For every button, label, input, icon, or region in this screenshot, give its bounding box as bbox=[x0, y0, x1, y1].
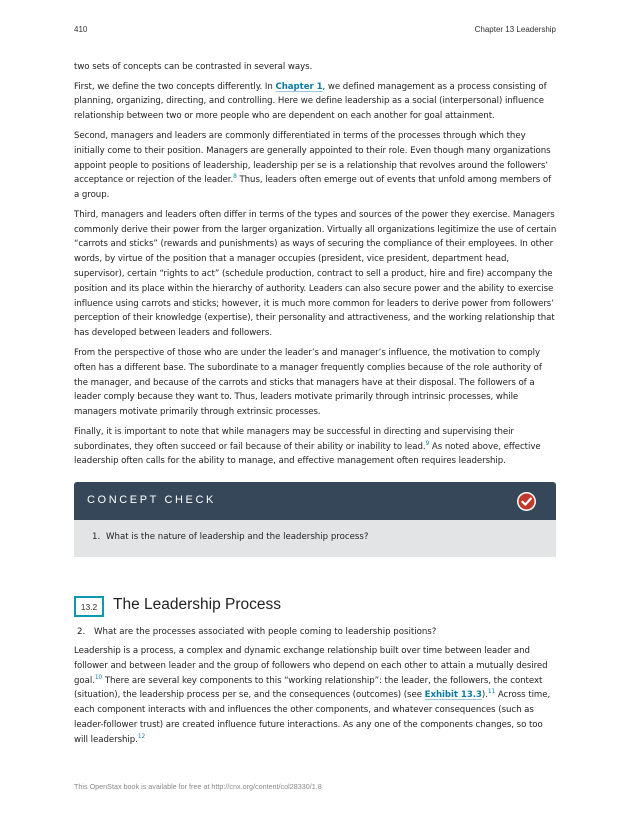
footnote-ref[interactable]: 10 bbox=[94, 674, 103, 681]
page-number: 410 bbox=[74, 25, 88, 34]
concept-check-header bbox=[74, 482, 556, 520]
paragraph: First, we define the two concepts differently. In Chapter 1, we defined management as a process consisting of planning, organizing, directing, and controlling. Here we define leadership as a social (interpersonal) influence relationship between two or more people who are dependent on each another for goal attainment. bbox=[74, 81, 547, 122]
checkmark-icon bbox=[517, 492, 536, 511]
learning-objective bbox=[77, 627, 436, 637]
question-number: 1. bbox=[92, 532, 101, 542]
paragraph: Leadership is a process, a complex and dynamic exchange relationship built over time between leader and follower and between leader and the group of followers who depend on each other to attain a mutually desired goal.$^{10}$ There are several key components to this “working relationship”: the leader, the followers, the context (situation), the leadership process per se, and the consequences (outcomes) (see Exhibit 13.3).$^{11}$ Across time, each component interacts with and influences the other components, and whatever consequences (such as leader-follower trust) are created influence future interactions. As any one of the components changes, so too will leadership.$^{12}$ bbox=[74, 646, 551, 745]
section-number-badge: 13.2 bbox=[74, 596, 104, 617]
section-title: The Leadership Process bbox=[113, 596, 282, 613]
paragraph: Finally, it is important to note that while managers may be successful in directing and supervising their subordinates, they often succeed or fail because of their ability or inability to lead.$^9$ As noted above, effective leadership often calls for the ability to manage, and effective management often requires leadership. bbox=[74, 426, 541, 467]
chapter-title: Chapter 13 Leadership bbox=[474, 25, 556, 34]
chapter-1-link[interactable]: Chapter 1 bbox=[275, 81, 323, 92]
exhibit-13-3-link[interactable]: Exhibit 13.3 bbox=[424, 690, 482, 701]
page-footer: This OpenStax book is available for free at http://cnx.org/content/col28330/1.8 bbox=[74, 782, 322, 791]
question-text: What is the nature of leadership and the leadership process? bbox=[106, 532, 369, 542]
objective-number: 2. bbox=[77, 627, 86, 637]
objective-text: What are the processes associated with people coming to leadership positions? bbox=[94, 627, 437, 637]
footnote-ref[interactable]: 11 bbox=[487, 689, 496, 696]
paragraph: Third, managers and leaders often differ in terms of the types and sources of the power they exercise. Managers commonly derive their power from the larger organization. Virtually all organizations legitimize the use of certain “carrots and sticks” (rewards and punishments) as ways of securing the compliance of their employees. In other words, by virtue of the position that a manager occupies (president, vice president, department head, supervisor), certain “rights to act” (schedule production, contract to sell a product, hire and fire) accompany the position and its place within the hierarchy of authority. Leaders can also secure power and the ability to exercise influence using carrots and sticks; however, it is much more common for leaders to derive power from followers’ perception of their knowledge (expertise), their personality and attractiveness, and the working relationship that has developed between leaders and followers. bbox=[74, 209, 557, 339]
section-body-text bbox=[74, 644, 557, 748]
running-header bbox=[74, 25, 556, 37]
paragraph: two sets of concepts can be contrasted in several ways. bbox=[74, 62, 313, 72]
paragraph: From the perspective of those who are under the leader’s and manager’s influence, the motivation to comply often has a different base. The subordinate to a manager frequently complies because of the role authority of the manager, and because of the carrots and sticks that managers have at their disposal. The followers of a leader comply because they want to. Thus, leaders motivate primarily through intrinsic processes, while managers motivate primarily through extrinsic processes. bbox=[74, 347, 542, 418]
footnote-ref[interactable]: 8 bbox=[233, 174, 237, 181]
footnote-ref[interactable]: 9 bbox=[425, 440, 430, 447]
paragraph: Second, managers and leaders are commonly differentiated in terms of the processes through which they initially come to their position. Managers are generally appointed to their role. Even though many organizations appoint people to positions of leadership, leadership per se is a relationship that revolves around the followers’ acceptance or rejection of the leader.$^8$ Thus, leaders often emerge out of events that unfold among members of a group. bbox=[74, 130, 552, 201]
concept-check-body bbox=[74, 520, 556, 557]
footnote-ref[interactable]: 12 bbox=[137, 733, 146, 740]
body-text bbox=[74, 60, 557, 474]
concept-check-title: CONCEPT CHECK bbox=[87, 494, 216, 506]
concept-check-box bbox=[74, 482, 556, 557]
